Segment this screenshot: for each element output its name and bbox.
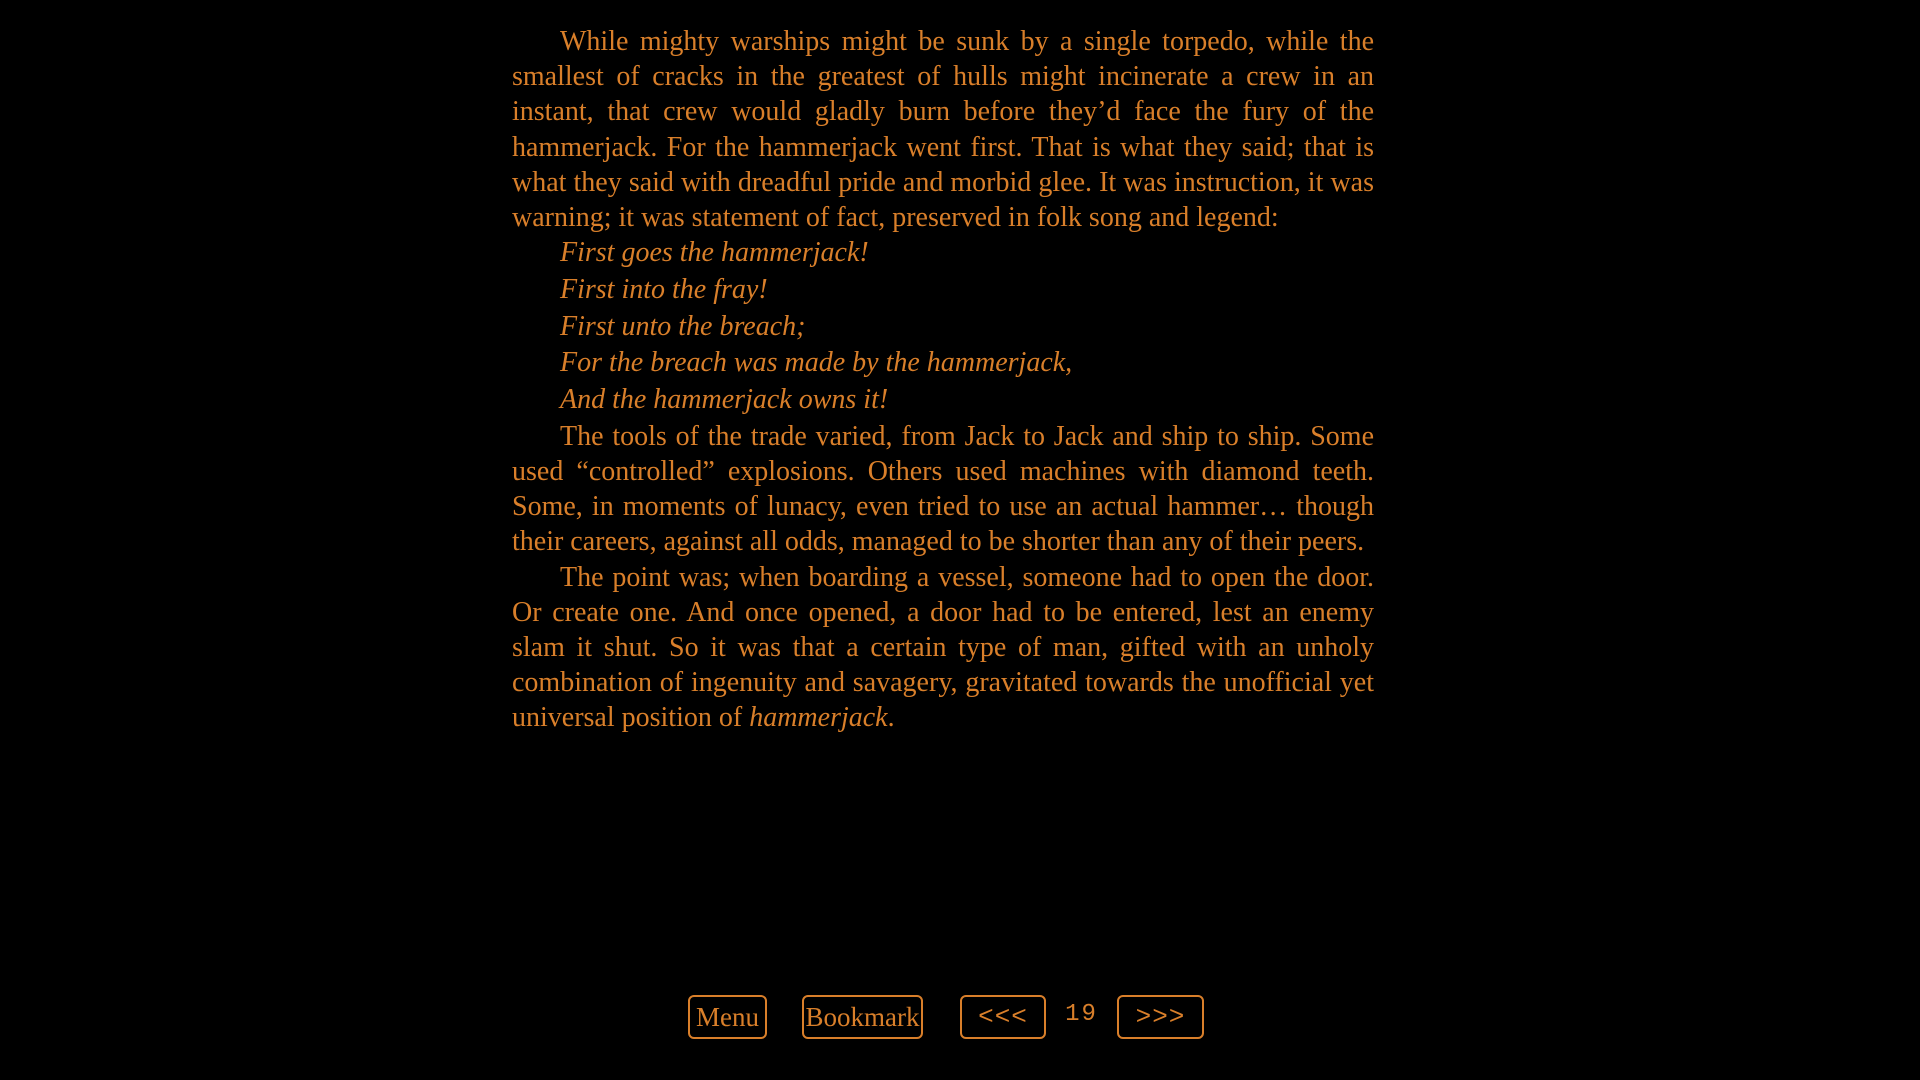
page-number: 19 <box>1065 1001 1098 1028</box>
verse-line: First into the fray! <box>560 273 768 305</box>
previous-page-button[interactable]: <<< <box>960 995 1046 1039</box>
next-page-button[interactable]: >>> <box>1117 995 1204 1039</box>
bookmark-button[interactable]: Bookmark <box>802 995 923 1039</box>
navigation-bar <box>0 995 1920 1039</box>
paragraph: While mighty warships might be sunk by a single torpedo, while the smallest of cracks in the greatest of hulls might incinerate a crew in an instant, that crew would gladly burn before they’d face the fury of the hammerjack. For the hammerjack went first. That is what they said; that is what they said with dreadful pride and morbid glee. It was instruction, it was warning; it was statement of fact, preserved in folk song and legend: <box>512 26 1374 234</box>
emphasis-text: hammerjack <box>749 702 888 734</box>
verse-line: And the hammerjack owns it! <box>560 384 889 416</box>
paragraph <box>512 560 1374 736</box>
verse-block <box>512 235 1374 419</box>
verse-line: First unto the breach; <box>560 310 806 342</box>
paragraph: The tools of the trade varied, from Jack to Jack and ship to ship. Some used “controlled” explosions. Others used machines with diamond teeth. Some, in moments of lunacy, even tried to use an actual hammer… though their careers, against all odds, managed to be shorter than any of their peers. <box>512 420 1374 558</box>
menu-button[interactable]: Menu <box>688 995 767 1039</box>
verse-line: First goes the hammerjack! <box>560 237 869 269</box>
paragraph-text: The point was; when boarding a vessel, someone had to open the door. Or create one. And once opened, a door had to be entered, lest an enemy slam it shut. So it was that a certain type of man, gifted with an unholy combination of ingenuity and savagery, gravitated towards the unofficial yet universal position of <box>512 561 1374 734</box>
page-text <box>512 24 1374 736</box>
paragraph-end: . <box>887 702 895 734</box>
verse-line: For the breach was made by the hammerjack, <box>560 347 1073 379</box>
